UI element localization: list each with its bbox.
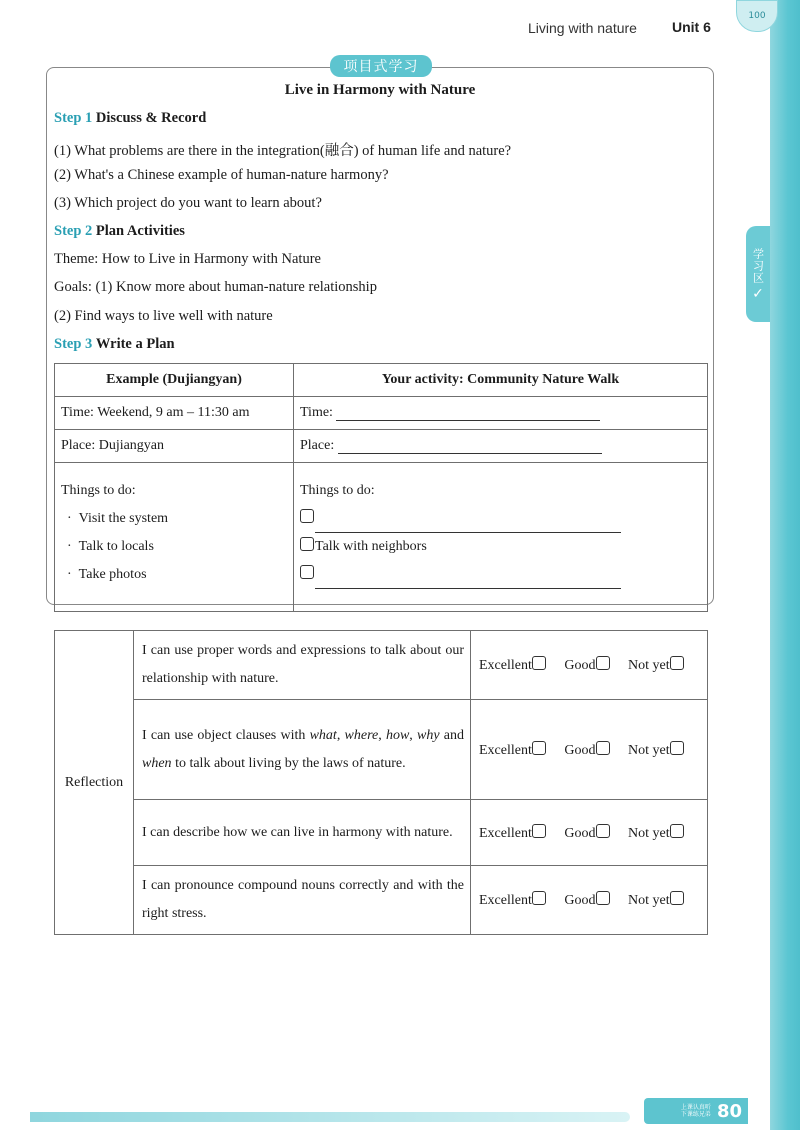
step1-name: Discuss & Record	[95, 110, 207, 126]
step1-num: Step 1	[54, 110, 93, 126]
example-todo-cell	[55, 463, 294, 612]
time-blank[interactable]	[336, 406, 600, 421]
your-todo-item-2	[300, 533, 701, 561]
reflection-item-1: I can use proper words and expressions to talk about our relationship with nature.	[134, 631, 471, 700]
side-tab-label: 学习区	[751, 247, 765, 284]
rating-options-2: Excellent Good Not yet	[471, 700, 708, 800]
side-section-tab	[746, 226, 770, 322]
example-place: Place: Dujiangyan	[55, 430, 294, 463]
time-label: Time:	[300, 405, 333, 420]
example-header: Example (Dujiangyan)	[55, 364, 294, 397]
place-label: Place:	[300, 438, 335, 453]
your-todo-item-3	[300, 561, 701, 589]
checkbox-icon[interactable]	[300, 509, 314, 523]
goal2-line: (2) Find ways to live well with nature	[54, 308, 273, 324]
footer-slogan: 上课认真听 下课练兄弟	[680, 1104, 711, 1118]
rating-options-4: Excellent Good Not yet	[471, 866, 708, 935]
page-number-box	[644, 1098, 748, 1124]
excellent-checkbox[interactable]	[532, 656, 546, 670]
plan-table	[54, 363, 708, 612]
theme-line: Theme: How to Live in Harmony with Nature	[54, 251, 321, 267]
step3-num: Step 3	[54, 336, 93, 352]
reflection-table	[54, 630, 708, 935]
example-todo-item: · Take photos	[67, 567, 147, 582]
reflection-item-4: I can pronounce compound nouns correctly and with the right stress.	[134, 866, 471, 935]
rating-options-1: Excellent Good Not yet	[471, 631, 708, 700]
step2-heading	[54, 223, 185, 240]
good-checkbox[interactable]	[596, 824, 610, 838]
place-blank[interactable]	[338, 439, 602, 454]
your-todo-label: Things to do:	[300, 483, 375, 498]
rating-options-3: Excellent Good Not yet	[471, 800, 708, 866]
notyet-checkbox[interactable]	[670, 656, 684, 670]
todo-filled: Talk with neighbors	[315, 539, 427, 554]
question-1: (1) What problems are there in the integration(融合) of human life and nature?	[54, 143, 512, 159]
todo-blank-3[interactable]	[315, 574, 621, 589]
page-number: 80	[716, 1100, 742, 1122]
your-todo-cell	[294, 463, 708, 612]
project-title: Live in Harmony with Nature	[284, 82, 476, 98]
notyet-checkbox[interactable]	[670, 891, 684, 905]
notyet-checkbox[interactable]	[670, 741, 684, 755]
checkbox-icon[interactable]	[300, 537, 314, 551]
reflection-header: Reflection	[55, 631, 134, 935]
reflection-item-3: I can describe how we can live in harmony with nature.	[134, 800, 471, 866]
good-checkbox[interactable]	[596, 656, 610, 670]
excellent-checkbox[interactable]	[532, 741, 546, 755]
example-todo-label: Things to do:	[61, 483, 136, 498]
step2-num: Step 2	[54, 223, 93, 239]
good-checkbox[interactable]	[596, 891, 610, 905]
example-todo-item: · Talk to locals	[67, 539, 154, 554]
activity-header: Your activity: Community Nature Walk	[294, 364, 708, 397]
header-title: Living with nature	[528, 20, 637, 36]
example-time: Time: Weekend, 9 am – 11:30 am	[55, 397, 294, 430]
corner-badge: 100	[736, 0, 778, 32]
header-unit: Unit 6	[672, 19, 711, 35]
side-decor-band	[770, 0, 800, 1130]
question-2: (2) What's a Chinese example of human-nature harmony?	[54, 167, 389, 183]
place-cell	[294, 430, 708, 463]
goals-line: Goals: (1) Know more about human-nature relationship	[54, 279, 377, 295]
check-icon: ✓	[752, 285, 764, 302]
good-checkbox[interactable]	[596, 741, 610, 755]
project-tag: 项目式学习	[330, 55, 432, 77]
step1-heading	[54, 110, 206, 127]
your-todo-item-1	[300, 505, 701, 533]
step2-name: Plan Activities	[95, 223, 185, 239]
excellent-checkbox[interactable]	[532, 824, 546, 838]
step3-heading	[54, 336, 175, 353]
excellent-checkbox[interactable]	[532, 891, 546, 905]
bottom-decor-band	[30, 1112, 630, 1122]
question-3: (3) Which project do you want to learn about?	[54, 195, 322, 211]
time-cell	[294, 397, 708, 430]
step3-name: Write a Plan	[95, 336, 175, 352]
checkbox-icon[interactable]	[300, 565, 314, 579]
reflection-item-2: I can use object clauses with what, where, how, why and when to talk about living by the laws of nature.	[134, 700, 471, 800]
todo-blank-1[interactable]	[315, 518, 621, 533]
example-todo-item: · Visit the system	[67, 511, 169, 526]
notyet-checkbox[interactable]	[670, 824, 684, 838]
